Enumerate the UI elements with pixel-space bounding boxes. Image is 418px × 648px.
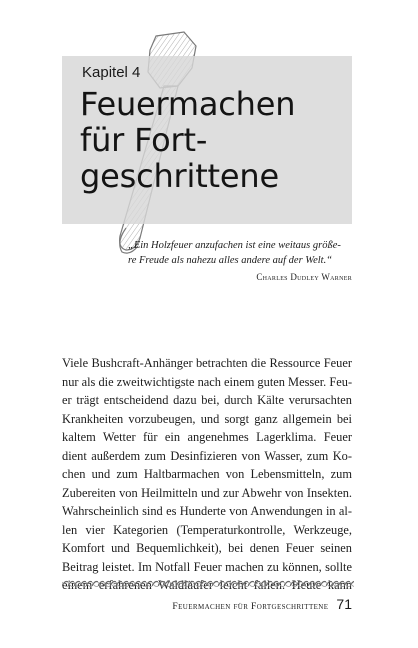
body-line: Krankheiten vorzubeugen, und sorgt ganz allgemein bei (62, 411, 352, 426)
body-line: dient außerdem zum Desinfizieren von Wasser, zum Ko- (62, 448, 352, 463)
epigraph-line: „Ein Holzfeuer anzufachen ist eine weitaus größe- (128, 240, 341, 251)
body-line: Zubereiten von Heilmitteln und zur Abwehr von Insekten. (62, 485, 352, 500)
epigraph-author: Charles Dudley Warner (256, 272, 352, 282)
body-line: Viele Bushcraft-Anhänger betrachten die Ressource Feuer (62, 356, 352, 370)
body-paragraph (62, 354, 352, 595)
page-number: 71 (336, 596, 352, 612)
chapter-title-line: Feuermachen (80, 85, 296, 123)
chapter-label: Kapitel 4 (82, 64, 141, 81)
body-line: kaltem Wetter für ein angenehmes Lagerklima. Feuer (62, 430, 352, 444)
chapter-title (80, 86, 350, 194)
body-line: Beitrag leistet. Im Notfall Feuer machen zu können, sollte (62, 559, 352, 574)
body-line: Wahrscheinlich sind es Hunderte von Anwendungen in al- (62, 504, 352, 518)
body-line: er trägt entscheidend dazu bei, durch Kälte verursachten (62, 393, 352, 407)
epigraph (128, 238, 352, 285)
body-line: chen und zum Haltbarmachen von Lebensmitteln, zum (62, 467, 352, 481)
body-line: Komfort und Bequemlichkeit), bei denen Feuer seinen (62, 541, 352, 555)
chapter-title-line: für Fort- (80, 121, 208, 159)
epigraph-line: re Freude als nahezu alles andere auf der Welt.“ (128, 255, 333, 266)
body-line: nur als die zweitwichtigste nach einem guten Messer. Feu- (62, 374, 353, 389)
running-title: Feuermachen für Fortgeschrittene (172, 602, 329, 612)
rope-divider-icon (62, 580, 354, 588)
body-line: len vier Kategorien (Temperaturkontrolle, Werkzeuge, (62, 522, 352, 537)
running-footer (150, 596, 352, 616)
chapter-title-line: geschrittene (80, 157, 279, 195)
